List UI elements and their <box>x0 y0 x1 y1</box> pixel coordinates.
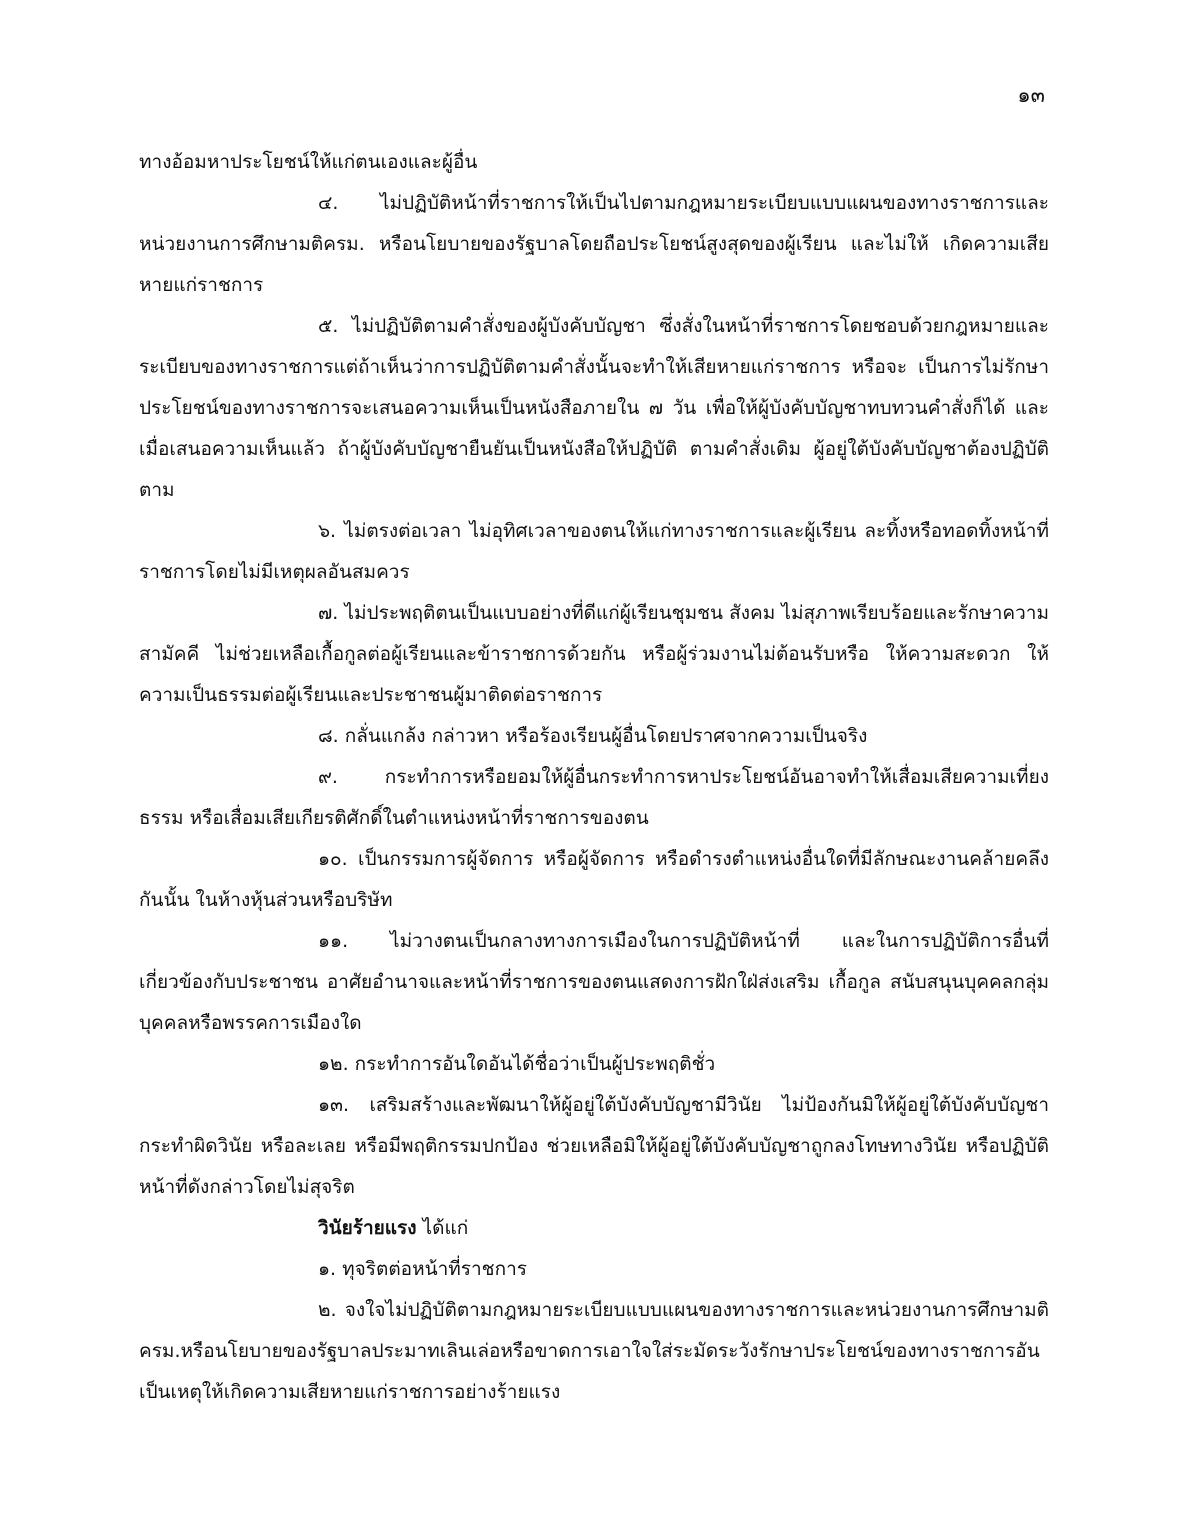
rule-item-10: ๑๐. เป็นกรรมการผู้จัดการ หรือผู้จัดการ หรือดำรงตำแหน่งอื่นใดที่มีลักษณะงานคล้ายคลึงกันนั้น ในห้างหุ้นส่วนหรือบริษัท <box>139 848 1049 911</box>
rule-item-9: ๙. กระทำการหรือยอมให้ผู้อื่นกระทำการหาประโยชน์อันอาจทำให้เสื่อมเสียความเที่ยงธรรม หรือเสื่อมเสียเกียรติศักดิ์ในตำแหน่งหน้าที่ราชการของตน <box>139 766 1049 829</box>
rule-item-8: ๘. กลั่นแกล้ง กล่าวหา หรือร้องเรียนผู้อื่นโดยปราศจากความเป็นจริง <box>318 725 868 747</box>
serious-discipline-heading <box>139 1208 1049 1249</box>
serious-item-2: ๒. จงใจไม่ปฏิบัติตามกฎหมายระเบียบแบบแผนของทางราชการและหน่วยงานการศึกษามติ ครม.หรือนโยบายของรัฐบาลประมาทเลินเล่อหรือขาดการเอาใจใส่ระมัดระวังรักษาประโยชน์ของทางราชการอันเป็นเหตุให้เกิดความเสียหายแก่ราชการอย่างร้ายแรง <box>139 1299 1049 1403</box>
rule-item-13: ๑๓. เสริมสร้างและพัฒนาให้ผู้อยู่ใต้บังคับบัญชามีวินัย ไม่ป้องกันมิให้ผู้อยู่ใต้บังคับบัญชากระทำผิดวินัย หรือละเลย หรือมีพฤติกรรมปกป้อง ช่วยเหลือมิให้ผู้อยู่ใต้บังคับบัญชาถูกลงโทษทางวินัย หรือปฏิบัติหน้าที่ดังกล่าวโดยไม่สุจริต <box>139 1094 1049 1198</box>
serious-item-1: ๑. ทุจริตต่อหน้าที่ราชการ <box>318 1258 527 1280</box>
page-number: ๑๓ <box>1017 83 1045 107</box>
opening-line: ทางอ้อมหาประโยชน์ให้แก่ตนเองและผู้อื่น <box>139 151 478 173</box>
serious-discipline-title: วินัยร้ายแรง <box>318 1217 417 1239</box>
rule-item-5: ๕. ไม่ปฏิบัติตามคำสั่งของผู้บังคับบัญชา ซึ่งสั่งในหน้าที่ราชการโดยชอบด้วยกฎหมายและระเบียบของทางราชการแต่ถ้าเห็นว่าการปฏิบัติตามคำสั่งนั้นจะทำให้เสียหายแก่ราชการ หรือจะ เป็นการไม่รักษาประโยชน์ของทางราชการจะเสนอความเห็นเป็นหนังสือภายใน ๗ วัน เพื่อให้ผู้บังคับบัญชาทบทวนคำสั่งก็ได้ และเมื่อเสนอความเห็นแล้ว ถ้าผู้บังคับบัญชายืนยันเป็นหนังสือให้ปฏิบัติ ตามคำสั่งเดิม ผู้อยู่ใต้บังคับบัญชาต้องปฏิบัติตาม <box>139 315 1049 501</box>
rule-item-4: ๔. ไม่ปฏิบัติหน้าที่ราชการให้เป็นไปตามกฎหมายระเบียบแบบแผนของทางราชการและหน่วยงานการศึกษามติครม. หรือนโยบายของรัฐบาลโดยถือประโยชน์สูงสุดของผู้เรียน และไม่ให้ เกิดความเสียหายแก่ราชการ <box>139 192 1049 296</box>
serious-discipline-suffix: ได้แก่ <box>416 1217 469 1239</box>
rule-item-12: ๑๒. กระทำการอันใดอันได้ชื่อว่าเป็นผู้ประพฤติชั่ว <box>318 1053 716 1075</box>
rule-item-7: ๗. ไม่ประพฤติตนเป็นแบบอย่างที่ดีแก่ผู้เรียนชุมชน สังคม ไม่สุภาพเรียบร้อยและรักษาความสามัคคี ไม่ช่วยเหลือเกื้อกูลต่อผู้เรียนและข้าราชการด้วยกัน หรือผู้ร่วมงานไม่ต้อนรับหรือ ให้ความสะดวก ให้ความเป็นธรรมต่อผู้เรียนและประชาชนผู้มาติดต่อราชการ <box>139 602 1049 706</box>
document-body <box>139 142 1049 1413</box>
rule-item-6: ๖. ไม่ตรงต่อเวลา ไม่อุทิศเวลาของตนให้แก่ทางราชการและผู้เรียน ละทิ้งหรือทอดทิ้งหน้าที่ราชการโดยไม่มีเหตุผลอันสมควร <box>139 520 1049 583</box>
rule-item-11: ๑๑. ไม่วางตนเป็นกลางทางการเมืองในการปฏิบัติหน้าที่ และในการปฏิบัติการอื่นที่เกี่ยวข้องกับประชาชน อาศัยอำนาจและหน้าที่ราชการของตนแสดงการฝักใฝ่ส่งเสริม เกื้อกูล สนับสนุนบุคคลกลุ่มบุคคลหรือพรรคการเมืองใด <box>139 930 1049 1034</box>
